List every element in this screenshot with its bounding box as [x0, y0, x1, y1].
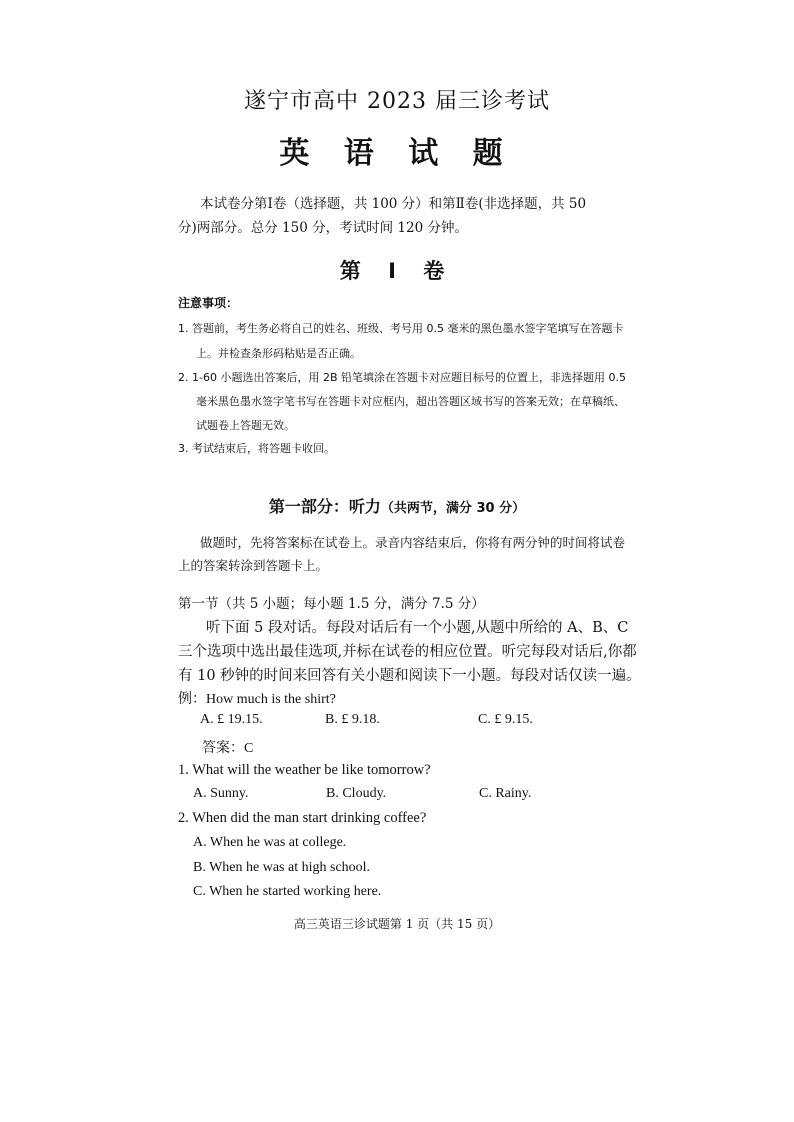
example-option-c: C. £ 9.15.: [478, 712, 533, 727]
part1-title-main: 第一部分：听力: [268, 497, 381, 516]
part1-title-note: （共两节，满分 30 分）: [380, 501, 526, 516]
section1-heading: 第一节（共 5 小题；每小题 1.5 分，满分 7.5 分）: [178, 596, 485, 612]
notice-item-1-line-1: 1. 答题前，考生务必将自己的姓名、班级、考号用 0.5 毫米的黑色墨水签字笔填写在答题卡: [178, 322, 624, 335]
notice-item-2-line-1: 2. 1-60 小题选出答案后，用 2B 铅笔填涂在答题卡对应题目标号的位置上，非选择题用 0.5: [178, 371, 626, 384]
example-option-a: A. £ 19.15.: [200, 712, 263, 727]
notice-item-2-line-2: 毫米黑色墨水签字笔书写在答题卡对应框内，超出答题区域书写的答案无效；在草稿纸、: [196, 395, 625, 408]
part1-instruction-line-2: 上的答案转涂到答题卡上。: [178, 558, 329, 573]
exam-subtitle: 英 语 试 题: [279, 136, 515, 171]
page-footer: 高三英语三诊试题第 1 页（共 15 页）: [293, 917, 501, 931]
part1-instruction-line-1: 做题时，先将答案标在试卷上。录音内容结束后，你将有两分钟的时间将试卷: [200, 535, 626, 550]
question-1-option-c: C. Rainy.: [479, 786, 532, 801]
volume-title: 第 Ⅰ 卷: [339, 259, 455, 283]
question-1-option-a: A. Sunny.: [193, 786, 249, 801]
section1-desc-line-1: 听下面 5 段对话。每段对话后有一个小题,从题中所给的 A、B、C: [206, 620, 629, 636]
example-question: 例：How much is the shirt?: [178, 692, 336, 707]
intro-line-2: 分)两部分。总分 150 分，考试时间 120 分钟。: [178, 220, 468, 236]
question-1-stem: 1. What will the weather be like tomorrow?: [178, 762, 431, 778]
section1-desc-line-3: 有 10 秒钟的时间来回答有关小题和阅读下一小题。每段对话仅读一遍。: [178, 668, 641, 684]
question-2-option-c: C. When he started working here.: [193, 884, 382, 899]
notice-item-3: 3. 考试结束后，将答题卡收回。: [178, 442, 335, 455]
question-2-option-a: A. When he was at college.: [193, 835, 347, 850]
exam-title: 遂宁市高中 2023 届三诊考试: [244, 89, 550, 114]
example-answer: 答案：C: [202, 741, 254, 756]
question-1-option-b: B. Cloudy.: [326, 786, 387, 801]
section1-desc-line-2: 三个选项中选出最佳选项,并标在试卷的相应位置。听完每段对话后,你都: [178, 644, 637, 660]
notice-heading: 注意事项：: [178, 296, 239, 310]
intro-line-1: 本试卷分第Ⅰ卷（选择题，共 100 分）和第Ⅱ卷(非选择题，共 50: [200, 196, 587, 212]
question-2-stem: 2. When did the man start drinking coffee?: [178, 810, 427, 826]
example-option-b: B. £ 9.18.: [325, 712, 380, 727]
notice-item-2-line-3: 试题卷上答题无效。: [196, 419, 295, 432]
notice-item-1-line-2: 上。并检查条形码粘贴是否正确。: [196, 347, 361, 360]
part1-title: [0, 494, 794, 517]
question-2-option-b: B. When he was at high school.: [193, 860, 371, 875]
